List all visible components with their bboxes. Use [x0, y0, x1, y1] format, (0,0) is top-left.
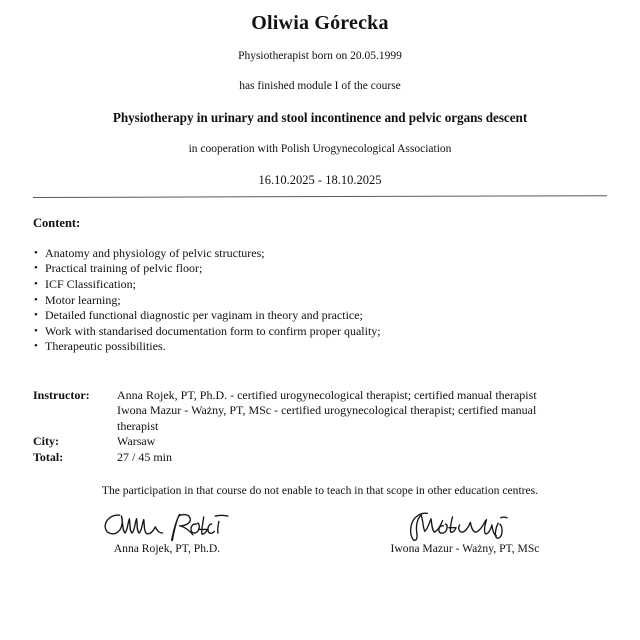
- horizontal-divider: [33, 195, 607, 198]
- list-item: [33, 308, 607, 324]
- bullet-icon: •: [34, 277, 38, 290]
- list-item: [33, 246, 607, 262]
- footer-disclaimer: The participation in that course do not enable to teach in that scope in other education centres.: [101, 484, 539, 497]
- instructor-label: Instructor:: [33, 388, 90, 402]
- handwritten-signature-icon: [92, 508, 242, 542]
- instructor-value: [117, 388, 613, 434]
- course-title: Physiotherapy in urinary and stool incontinence and pelvic organs descent: [112, 110, 528, 126]
- city-value: Warsaw: [117, 434, 156, 449]
- list-item-label: Practical training of pelvic floor;: [45, 261, 203, 276]
- cooperation-line: in cooperation with Polish Urogynecological Association: [188, 143, 452, 156]
- recipient-profession-birthdate: Physiotherapist born on 20.05.1999: [238, 50, 402, 62]
- certificate-header: [0, 0, 640, 188]
- signatory-name: Anna Rojek, PT, Ph.D.: [113, 542, 221, 555]
- list-item: [33, 339, 607, 355]
- course-dates: 16.10.2025 - 18.10.2025: [258, 173, 382, 188]
- completion-statement: has finished module I of the course: [239, 79, 401, 92]
- list-item: [33, 324, 607, 340]
- signature-block-iwona-mazur: [330, 508, 600, 555]
- detail-row-city: [33, 434, 613, 449]
- instructor-line-2: Iwona Mazur - Ważny, PT, MSc - certified urogynecological therapist; certified manual: [117, 403, 537, 418]
- content-section: [33, 217, 607, 355]
- list-item: [33, 293, 607, 309]
- bullet-icon: •: [34, 324, 38, 337]
- recipient-name: Oliwia Górecka: [251, 12, 389, 34]
- list-item-label: Therapeutic possibilities.: [45, 339, 166, 354]
- detail-row-instructor: [33, 388, 613, 434]
- details-section: [33, 388, 613, 465]
- list-item-label: Motor learning;: [45, 292, 121, 307]
- total-value: 27 / 45 min: [117, 449, 173, 464]
- signatures-section: [0, 508, 640, 578]
- list-item: [33, 277, 607, 293]
- handwritten-signature-icon: [385, 508, 545, 542]
- list-item-label: ICF Classification;: [45, 276, 136, 291]
- bullet-icon: •: [34, 246, 38, 259]
- bullet-icon: •: [34, 262, 38, 275]
- bullet-icon: •: [34, 309, 38, 322]
- detail-row-total: [33, 450, 613, 465]
- list-item-label: Detailed functional diagnostic per vaginam in theory and practice;: [45, 308, 363, 323]
- signature-block-anna-rojek: [52, 508, 282, 555]
- instructor-line-3: therapist: [117, 418, 159, 433]
- instructor-line-1: Anna Rojek, PT, Ph.D. - certified urogynecological therapist; certified manual therapist: [117, 388, 537, 402]
- list-item-label: Work with standarised documentation form to confirm proper quality;: [45, 323, 381, 338]
- content-heading: Content:: [33, 216, 81, 230]
- bullet-icon: •: [34, 293, 38, 306]
- signatory-name: Iwona Mazur - Ważny, PT, MSc: [390, 542, 540, 555]
- total-label: Total:: [33, 449, 64, 464]
- list-item: [33, 261, 607, 277]
- list-item-label: Anatomy and physiology of pelvic structures;: [45, 245, 265, 260]
- city-label: City:: [33, 434, 59, 449]
- content-bullet-list: [33, 246, 607, 355]
- bullet-icon: •: [34, 340, 38, 353]
